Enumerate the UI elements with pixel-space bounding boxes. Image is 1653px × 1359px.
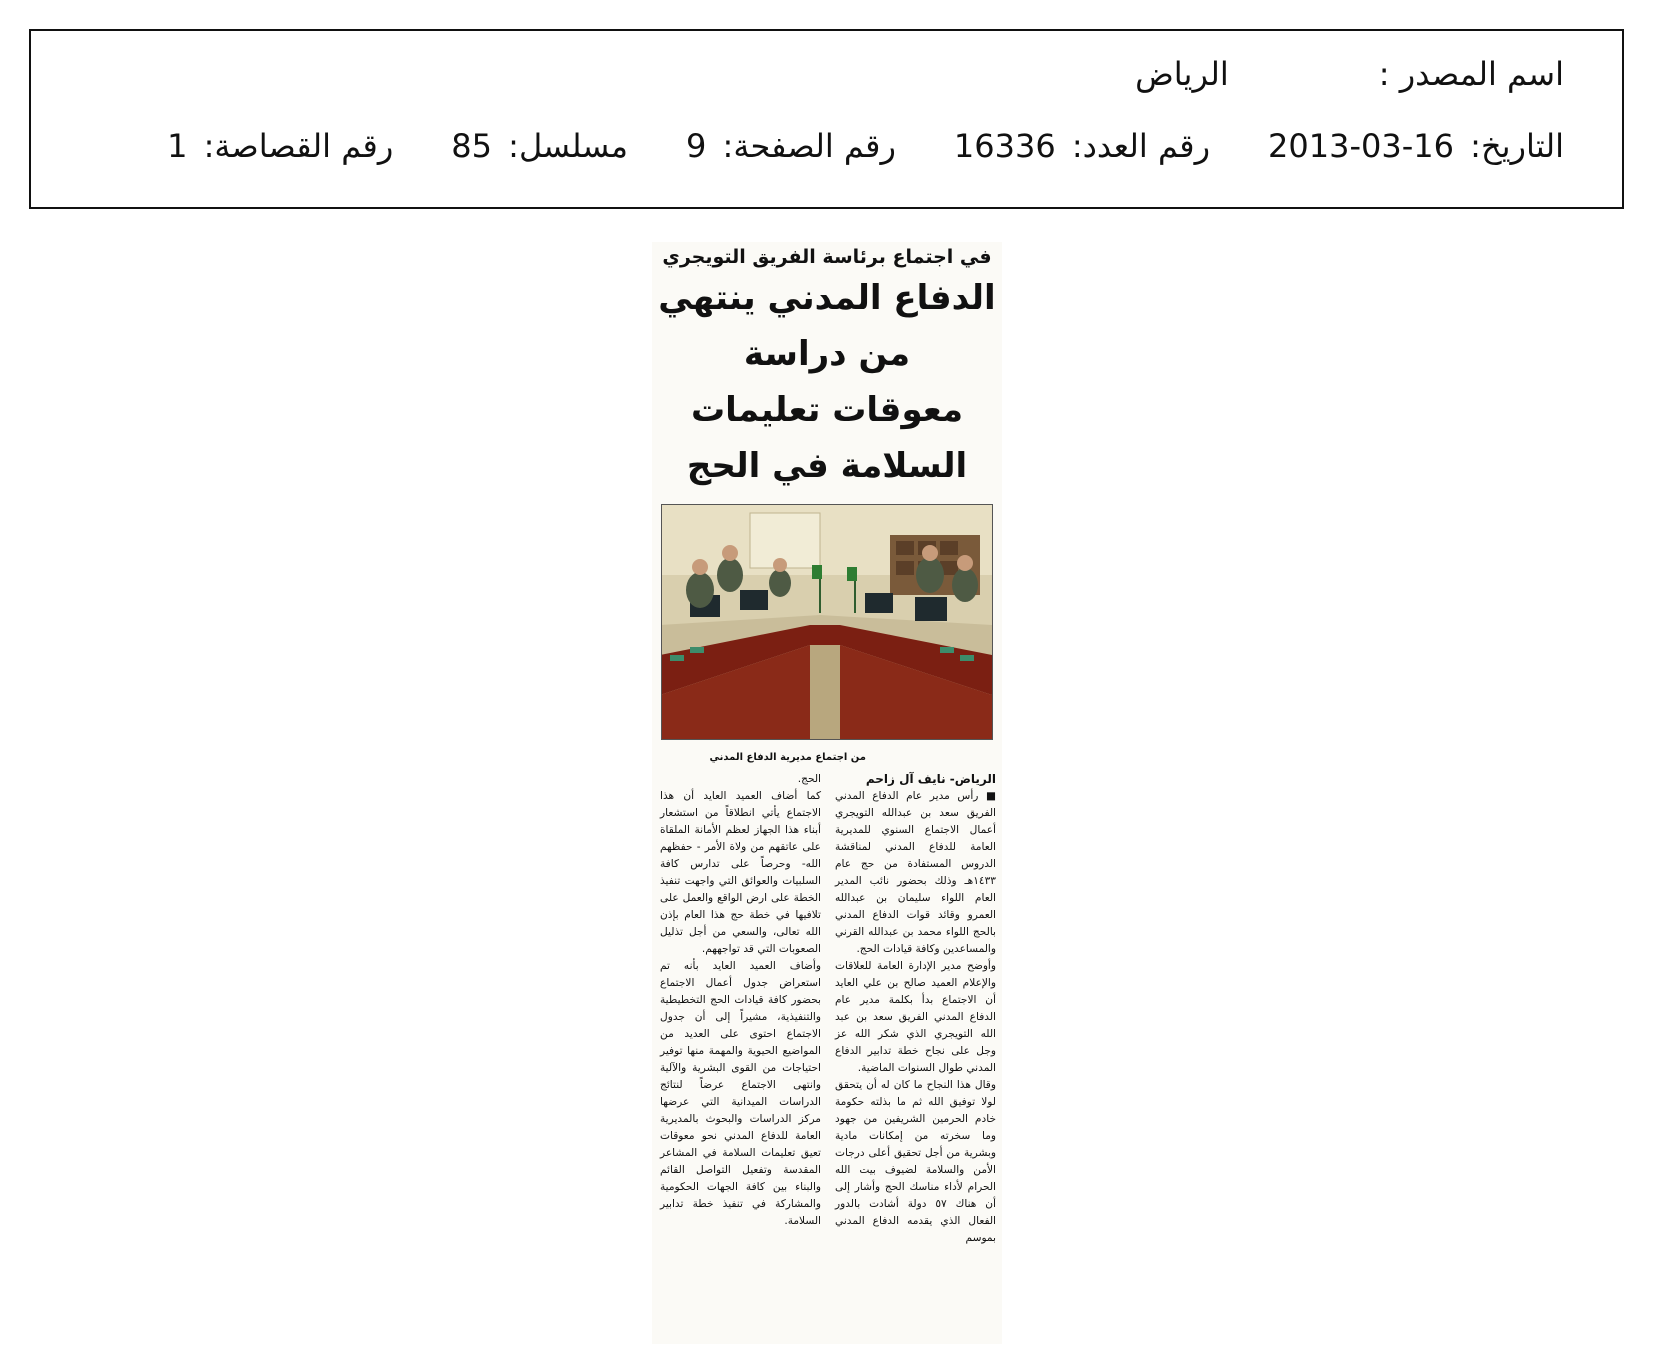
- issue-field: [954, 127, 1210, 165]
- article-kicker: في اجتماع برئاسة الفريق التويجري: [662, 246, 992, 268]
- article-column-2: [660, 771, 821, 1247]
- article-paragraph: ■ رأس مدير عام الدفاع المدني الفريق سعد بن عبدالله التويجري أعمال الاجتماع السنوي للمديرية العامة للدفاع المدني لمناقشة الدروس المستفادة من حج عام ١٤٣٣هـ وذلك بحضور نائب المدير العام اللواء سليمان بن عبدالله العمرو وقائد قوات الدفاع المدني بالحج اللواء محمد بن عبدالله القرني والمساعدين وكافة قيادات الحج.: [835, 790, 996, 955]
- meeting-photo: [661, 504, 993, 740]
- issue-value: 16336: [953, 127, 1056, 165]
- article-paragraph: وقال هذا النجاح ما كان له أن يتحقق لولا توفيق الله ثم ما بذلته حكومة خادم الحرمين الشريفين من جهود وما سخرته من إمكانات مادية وبشرية من أجل تحقيق أعلى درجات الأمن والسلامة لضيوف بيت الله الحرام لأداء مناسك الحج وأشار إلى أن هناك ٥٧ دولة أشادت بالدور الفعال الذي يقدمه الدفاع المدني بموسم: [835, 1079, 997, 1244]
- serial-label: مسلسل:: [508, 127, 628, 165]
- clip-label: رقم القصاصة:: [203, 127, 394, 165]
- newspaper-clipping: [652, 242, 1002, 1344]
- issue-label: رقم العدد:: [1071, 127, 1211, 165]
- date-field: [1268, 127, 1564, 165]
- page-value: 9: [686, 127, 707, 165]
- article-paragraph: كما أضاف العميد العايد أن هذا الاجتماع يأتي انطلاقاً من استشعار أبناء هذا الجهاز لعظم الأمانة الملقاة على عاتقهم من ولاة الأمر - حفظهم الله- وحرصاً على تدارس كافة السلبيات والعوائق التي واجهت تنفيذ الخطة على ارض الواقع والعمل على تلافيها في خطة حج هذا العام بإذن الله تعالى، والسعي من أجل تذليل الصعوبات التي قد تواجههم.: [660, 790, 821, 955]
- source-value: الرياض: [1135, 55, 1229, 93]
- source-row: [1135, 55, 1564, 93]
- page-label: رقم الصفحة:: [722, 127, 896, 165]
- photo-caption: من اجتماع مديرية الدفاع المدني: [709, 752, 866, 763]
- meta-row: [109, 127, 1564, 165]
- clip-field: [167, 127, 393, 165]
- page-field: [686, 127, 896, 165]
- headline-line-2: معوقات تعليمات السلامة في الحج: [686, 390, 968, 486]
- article-body: [658, 771, 996, 1247]
- serial-field: [451, 127, 628, 165]
- article-paragraph: الحج.: [797, 773, 821, 785]
- date-value: 2013-03-16: [1268, 127, 1454, 165]
- serial-value: 85: [451, 127, 492, 165]
- date-label: التاريخ:: [1470, 127, 1564, 165]
- article-byline: الرياض- نايف آل زاحم: [865, 772, 996, 786]
- article-headline: [658, 270, 996, 494]
- source-label: اسم المصدر :: [1378, 55, 1564, 93]
- article-paragraph: وأوضح مدير الإدارة العامة للعلاقات والإعلام العميد صالح بن علي العايد أن الاجتماع بدأ بكلمة مدير عام الدفاع المدني الفريق سعد بن عبد الله التويجري الذي شكر الله عز وجل على نجاح خطة تدابير الدفاع المدني طوال السنوات الماضية.: [835, 960, 996, 1074]
- meeting-photo-image: [661, 505, 992, 740]
- article-paragraph: وأضاف العميد العايد بأنه تم استعراض جدول أعمال الاجتماع بحضور كافة قيادات الحج التخطيطية والتنفيذية، مشيراً إلى أن جدول الاجتماع احتوى على العديد من المواضيع الحيوية والمهمة منها توفير احتياجات من القوى البشرية والآلية وانتهى الاجتماع عرضاً لنتائج الدراسات الميدانية التي عرضها مركز الدراسات والبحوث بالمديرية العامة للدفاع المدني نحو معوقات تعيق تعليمات السلامة في المشاعر المقدسة وتفعيل التواصل القائم والبناء بين كافة الجهات الحكومية والمشاركة في تنفيذ خطة تدابير السلامة.: [660, 960, 821, 1227]
- clipping-header: [29, 29, 1624, 209]
- clip-value: 1: [167, 127, 188, 165]
- article-column-1: [835, 771, 996, 1247]
- headline-line-1: الدفاع المدني ينتهي من دراسة: [658, 278, 996, 374]
